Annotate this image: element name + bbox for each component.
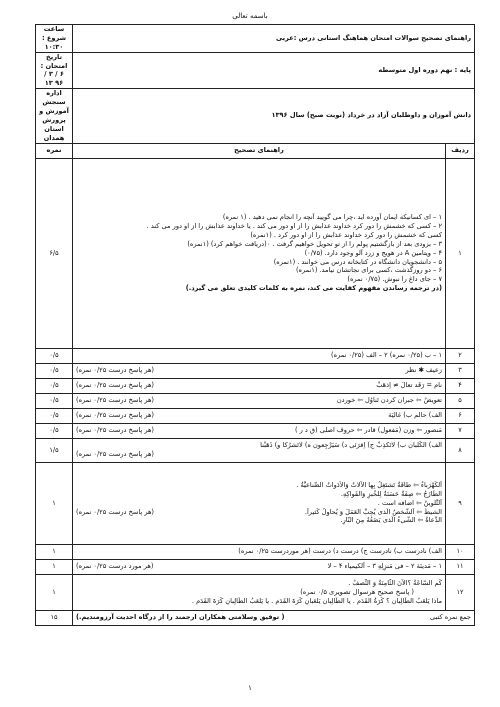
question-row-10: ۱۰ الف) نادرست ب) نادرست ج) درست د) درست (هر موردرست ۰/۲۵ نمره) ۱ (36, 544, 475, 559)
question-row-11: ۱۱ ۱ – مَدینَة ۲ – فی مَنزِلِهِ ۳ – اَلکیمیاء ۴ – لا (هر مورد درست ۰/۲۵ نمره) ۱ (36, 559, 475, 574)
question-row-6: ۶ الف) حالم ب) غالیَة (هر پاسخ درست ۰/۲۵ نمره) ۰/۵ (36, 408, 475, 423)
total-label: جمع نمره کتبی (430, 613, 471, 622)
exam-date-cell: تاریخ امتحان : ۶ / ۳ / ۹۶ ۱۳ (36, 52, 73, 89)
question-row-7: ۷ مَنصور ⇦ وزن (مَفعول) قادر ⇦ حروف اصلی (ق د ر ) (هر پاسخ درست ۰/۲۵ نمره) ۰/۵ (36, 423, 475, 438)
closing-text: ( توفیق وسلامتی همکاران ارجمند را از درگاه احدیت آرزومندیم.) (76, 613, 285, 622)
col-guide: راهنمای تصحیح (73, 143, 446, 158)
col-score: نمره (36, 143, 73, 158)
header-row-3 (36, 89, 475, 143)
column-header-row (36, 143, 475, 158)
col-radif: ردیف (446, 143, 475, 158)
question-row-4: ۴ نام = رَقَد تعالَ ≠ اِذهَبْ (هر پاسخ درست ۰/۲۵ نمره) ۰/۵ (36, 378, 475, 393)
header-row-1 (36, 25, 475, 53)
closing-row (36, 610, 475, 625)
question-row-12: ۱۲ کَم السّاعَةُ ؟الآنَ الثّامِنَةُ وَ النِّصفُ . ( پاسخ صحیح هرسوال تصویری ۰/۵ نمره) ماذا یَلعَبُ الطّالِبان ؟ کُرَةُ القَدَم . یا الطّالِبان یَلعَبانِ کُرَةَ القَدَم . یا یَلعَبُ الطّالِبانِ کُرَةَ القَدَم . ۱ (36, 574, 475, 610)
q1-answers: ۱ – ای کسانیکه ایمان آورده اید ،چرا می گویید آنچه را انجام نمی دهید . (۱ نمره) ۲ – کسی که خشمش را دور کرد خداوند عذابش را از او دور می کند . یا خداوند عذابش را از او دور می کند . کسی که خشمش را دور کرد خداوند عذابش را از او دور کرد . (۱نمره) ۳ – بزودی بعد از بازگشتیم پولم را از تو تحویل خواهیم گرفت . ۰(دریافت خواهم کرد) (۱نمره) ۴ – ویتامین A در هویج و زرد آلو وجود دارد. (۰/۷۵) ۵ – دانشجویان دانشگاه در کتابخانه درس می خوانند . (۱نمره) ۶ – دو روزگذشت ،کسی برای نجاتشان نیامد. (۱نمره) ۷ – جای داغ را نبوش. (۰/۷۵ نمره) (در ترجمه رساندن مفهوم کفایت می کند، نمره به کلمات کلیدی تعلق می گیرد.) (73, 158, 446, 348)
answer-key-table (35, 24, 475, 626)
question-row-5: ۵ تعویضٌ ⇦ جبران کردن تَناوُل ⇦ خوردن (هر پاسخ درست ۰/۲۵ نمره) ۰/۵ (36, 393, 475, 408)
office-cell: اداره سنجش آموزش و پرورش استان همدان (36, 89, 73, 143)
page-number: ۱ (248, 684, 252, 692)
title-cell: راهنمای تصحیح سوالات امتحان هماهنگ استانی درس :عربی (73, 25, 475, 53)
students-cell: دانش آموزان و داوطلبان آزاد در خرداد (نوبت صبح) سال ۱۳۹۶ (73, 89, 475, 143)
grade-cell: پایه : نهم دوره اول متوسطه (73, 52, 475, 89)
top-heading: باسمه تعالی (232, 12, 268, 20)
start-time: ساعت شروع : ۱۰:۳۰ (41, 25, 67, 51)
question-row-9: ۹ اَلکَهْرَباءُ ⇦ طاقَةٌ تَشتَغِلُ بِها الآلاتُ وَالأدَواتُ الصِّناعیَّةُ . الطّازَجُ ⇦ صِفَةٌ حَسَنَةٌ لِلخُبزِ وَالفَواکِهِ. اَلتَّلوینُ ⇦ اضافه است . الشیطُ ⇦ اَلشَّخصُ الَّذی یُحِبُّ العَمَلَ وَ یُحاوِلُ کَثیراً. (هر پاسخ درست ۰/۲۵ نمره) الدُّعاةُ ⇦ الشَّیءُ الَّذی یَضَعُهُ مِنَ النّارِ. ۱ (36, 462, 475, 544)
total-score: ۱۵ (36, 610, 73, 625)
header-row-2 (36, 52, 475, 89)
question-row-3: ۳ زعیف ✱ نظر (هر پاسخ درست ۰/۲۵ نمره) ۰/۵ (36, 363, 475, 378)
question-row-2: ۲ ۱ – ب (۰/۲۵ نمره) ۲ – الف (۰/۲۵ نمره) ۰/۵ (36, 348, 475, 363)
question-row-8: ۸ الف) الکُلبان ب) لاتَکذِبْ ج) اِقرَئی د) سَیَرْجِعون ه) لاتَشرُکا و) ذَهَبْنا (هر پاسخ درست ۰/۲۵ نمره) ۱/۵ (36, 438, 475, 462)
question-row-1: ۱ ۱ – ای کسانیکه ایمان آورده اید ،چرا می گویید آنچه را انجام نمی دهید . (۱ نمره) ۲ – کسی که خشمش را دور کرد خداوند عذابش را از او دور می کند . یا خداوند عذابش را از او دور می کند . کسی که خشمش را دور کرد خداوند عذابش را از او دور کرد . (۱نمره) ۳ – بزودی بعد از بازگشتیم پولم را از تو تحویل خواهیم گرفت . ۰(دریافت خواهم کرد) (۱نمره) ۴ – ویتامین A در هویج و زرد آلو وجود دارد. (۰/۷۵) ۵ – دانشجویان دانشگاه در کتابخانه درس می خوانند . (۱نمره) ۶ – دو روزگذشت ،کسی برای نجاتشان نیامد. (۱نمره) ۷ – جای داغ را نبوش. (۰/۷۵ نمره) (در ترجمه رساندن مفهوم کفایت می کند، نمره به کلمات کلیدی تعلق می گیرد.) ۶/۵ (36, 158, 475, 348)
